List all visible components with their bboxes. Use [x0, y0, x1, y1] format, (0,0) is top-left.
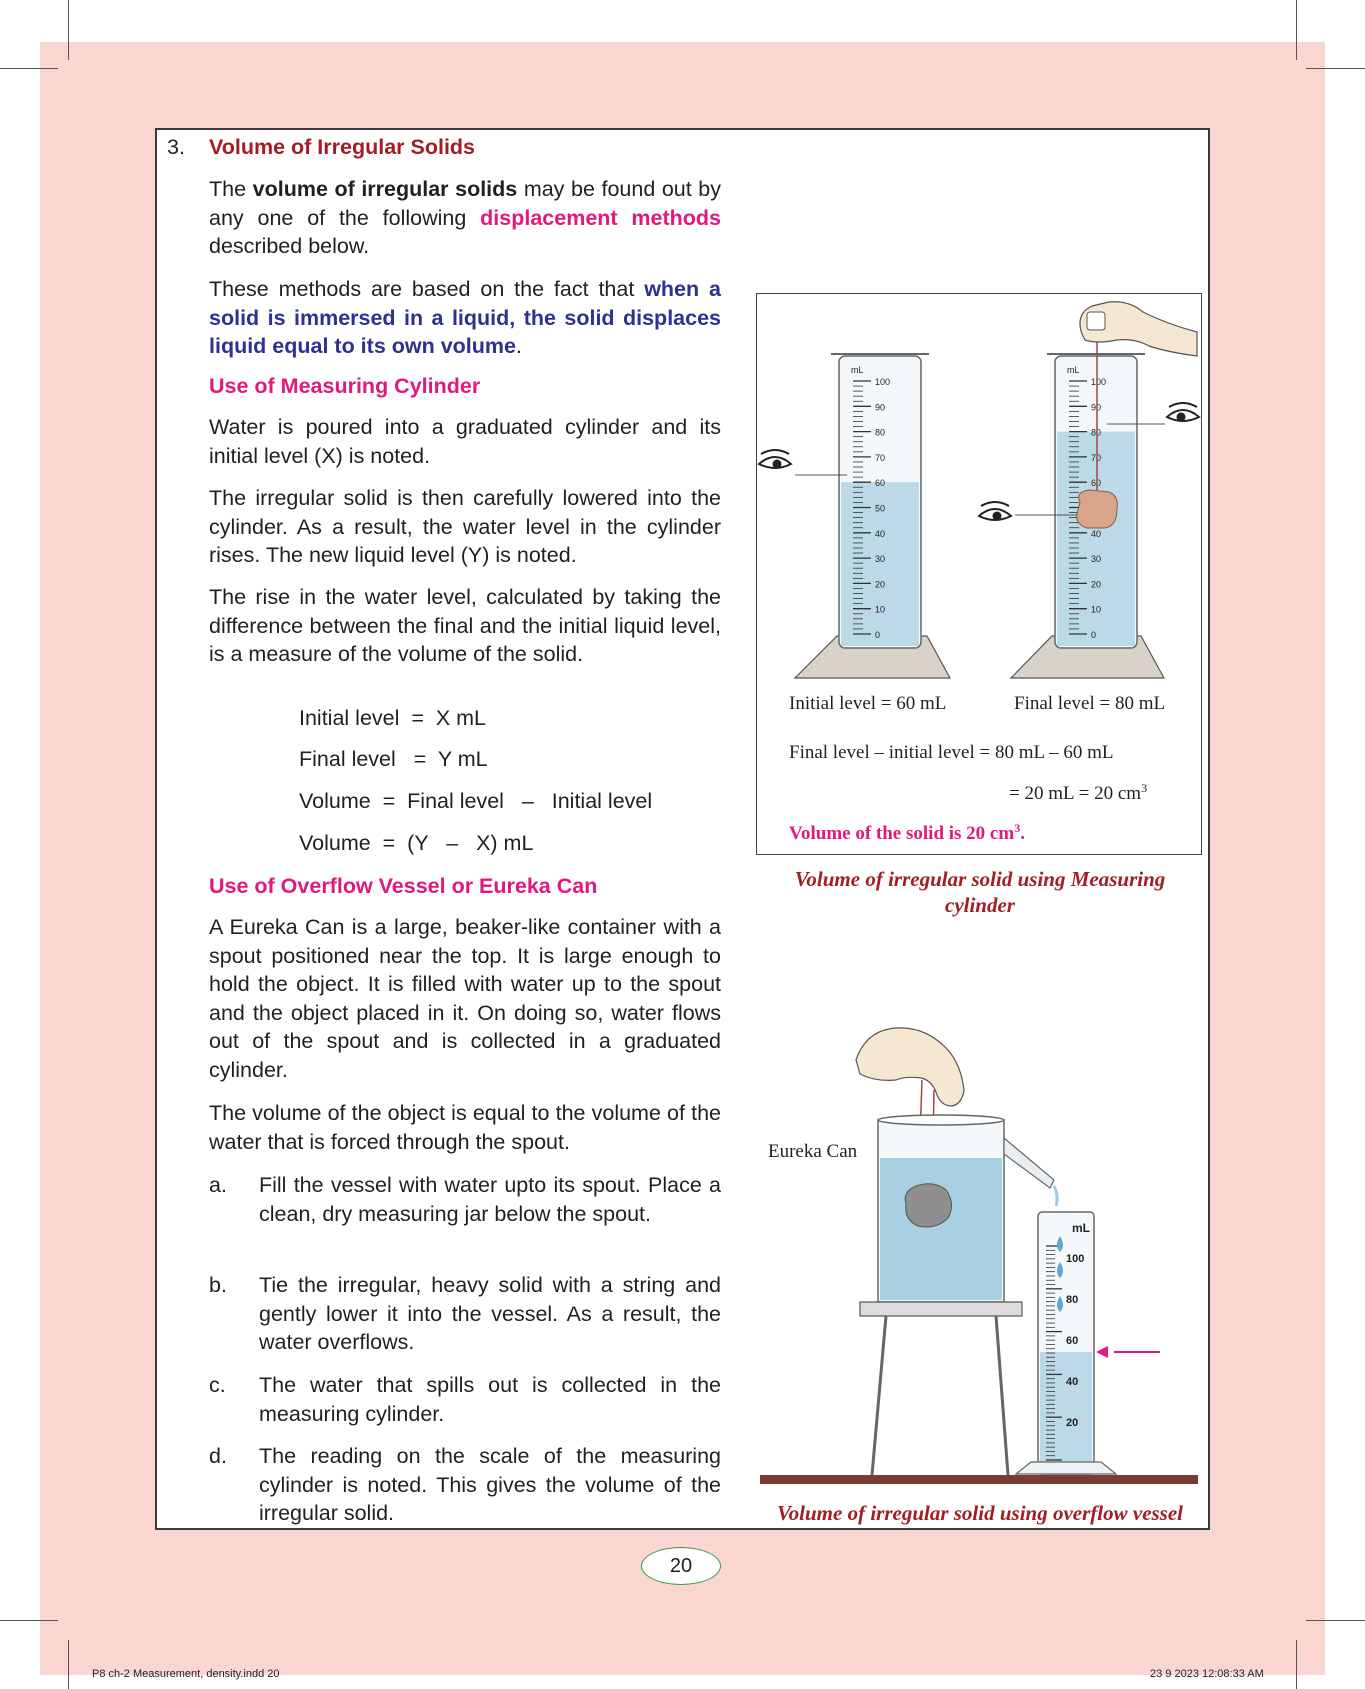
scale-label: 60: [875, 478, 886, 489]
step-marker: b.: [209, 1273, 227, 1297]
step-marker: c.: [209, 1373, 226, 1397]
scale-label: 40: [1091, 528, 1102, 539]
jar-unit-label: mL: [1072, 1221, 1090, 1235]
subheading: Use of Overflow Vessel or Eureka Can: [209, 874, 598, 898]
scale-label: 20: [1091, 579, 1102, 590]
scale-unit-label: mL: [1067, 365, 1080, 375]
text-run: These methods are based on the fact that: [209, 277, 645, 301]
scale-label: 30: [875, 554, 886, 565]
superscript: 3: [1014, 821, 1021, 835]
arrow-head-icon: [1096, 1346, 1108, 1358]
calc2-text: = 20 mL = 20 cm: [1009, 783, 1142, 804]
step-text: Tie the irregular, heavy solid with a string and gently lower it into the vessel. As a result, the water overflows.: [259, 1273, 721, 1354]
scale-label: 0: [1091, 630, 1097, 640]
spout: [1004, 1138, 1054, 1188]
scale-unit-label: mL: [851, 365, 864, 375]
step-marker: a.: [209, 1173, 227, 1197]
fingers: [1087, 312, 1105, 330]
floor-bench: [760, 1475, 1198, 1484]
crop-mark: [68, 1640, 69, 1689]
paragraph-text: The rise in the water level, calculated by taking the difference between the final and the initial liquid level, is a measure of the volume of the solid.: [209, 585, 721, 666]
eureka-can-illustration: [756, 1020, 1202, 1490]
final-level-label: Final level = 80 mL: [1014, 693, 1166, 714]
paragraph-text: A Eureka Can is a large, beaker-like container with a spout positioned near the top. It is large enough to hold the object. It is filled with water up to the spout and the object placed in it. On doing so, water flows out of the spout and is collected in a graduated cylinder.: [209, 915, 721, 1082]
eye-icon: [979, 502, 1011, 521]
scale-label: 20: [1066, 1417, 1079, 1429]
step-item: [209, 1271, 721, 1357]
scale-label: 70: [875, 452, 886, 463]
step-item: [209, 1371, 721, 1428]
figure-1-caption: Volume of irregular solid using Measuring cylinder: [794, 867, 1166, 917]
paragraph-text: The irregular solid is then carefully lowered into the cylinder. As a result, the water level in the cylinder rises. The new liquid level (Y) is noted.: [209, 486, 721, 567]
measuring-cylinder-figure: [756, 293, 1202, 855]
section-number: 3.: [167, 135, 185, 159]
scale-label: 50: [875, 503, 886, 514]
crop-mark: [0, 68, 58, 69]
irregular-solid: [905, 1184, 951, 1227]
eye-icon: [1167, 403, 1199, 422]
step-item: [209, 1442, 721, 1528]
scale-label: 60: [1066, 1335, 1079, 1347]
measuring-paragraph-1: [209, 413, 721, 470]
highlight-term: displacement methods: [480, 205, 721, 230]
scale-label: 20: [875, 579, 886, 590]
crop-mark: [1296, 1640, 1297, 1689]
step-marker: d.: [209, 1444, 227, 1468]
step-item: [209, 1171, 721, 1228]
measuring-cylinder-final: [1047, 302, 1197, 648]
overflow-heading: [209, 872, 721, 901]
calculation-line-2: [1009, 781, 1147, 804]
scale-label: 80: [1066, 1294, 1079, 1306]
text-run: may be found out by any one of the following: [209, 177, 722, 230]
section-heading: [167, 133, 475, 161]
text-run: .: [515, 334, 522, 358]
scale-label: 60: [1091, 478, 1102, 489]
stand-top: [860, 1302, 1022, 1316]
intro-paragraph-2: [209, 275, 721, 361]
text-run: The: [209, 177, 253, 201]
measuring-cylinder-initial: [831, 354, 929, 648]
result-end: .: [1020, 823, 1025, 844]
eye-icon: [759, 450, 791, 469]
initial-level-label: Initial level = 60 mL: [789, 693, 947, 714]
principle-statement: when a solid is immersed in a liquid, the solid displaces liquid equal to its own volume: [209, 277, 721, 358]
scale-label: 10: [1091, 604, 1102, 615]
scale-label: 40: [1066, 1376, 1079, 1388]
scale-label: 70: [1091, 452, 1102, 463]
paragraph-text: Water is poured into a graduated cylinder and its initial level (X) is noted.: [209, 415, 721, 468]
section-title: Volume of Irregular Solids: [209, 135, 476, 159]
step-text: The reading on the scale of the measuring cylinder is noted. This gives the volume of the irregular solid.: [259, 1444, 721, 1525]
overflow-paragraph-1: [209, 913, 721, 1084]
equation-final-level: Final level = Y mL: [299, 747, 488, 771]
result-text: Volume of the solid is 20 cm: [789, 823, 1015, 844]
subheading: Use of Measuring Cylinder: [209, 374, 481, 398]
scale-label: 100: [1066, 1253, 1085, 1265]
slug-right: 23 9 2023 12:08:33 AM: [1150, 1668, 1264, 1680]
equation-volume-difference: Volume = (Y – X) mL: [299, 831, 534, 855]
scale-label: 90: [875, 402, 886, 413]
hand: [856, 1028, 964, 1106]
scale-label: 80: [875, 427, 886, 438]
crop-mark: [1306, 68, 1365, 69]
step-text: The water that spills out is collected in the measuring cylinder.: [259, 1373, 721, 1426]
equation-initial-level: Initial level = X mL: [299, 706, 487, 730]
scale-label: 100: [875, 377, 891, 387]
bold-term: volume of irregular solids: [252, 177, 518, 201]
scale-label: 30: [1091, 554, 1102, 565]
measuring-paragraph-3: [209, 583, 721, 669]
scale-label: 0: [875, 630, 881, 640]
text-run: described below.: [209, 234, 370, 258]
superscript: 3: [1141, 781, 1148, 795]
measuring-cylinder-heading: [209, 372, 721, 401]
water-flow: [1054, 1186, 1057, 1206]
equation-volume: Volume = Final level – Initial level: [299, 789, 653, 813]
page-number: 20: [641, 1547, 721, 1585]
stand-leg: [872, 1316, 886, 1475]
scale-label: 10: [875, 604, 886, 615]
measuring-paragraph-2: [209, 484, 721, 570]
crop-mark: [68, 0, 69, 60]
overflow-paragraph-2: [209, 1099, 721, 1156]
crop-mark: [1296, 0, 1297, 60]
crop-mark: [1306, 1620, 1365, 1621]
result-statement: [789, 821, 1025, 844]
paragraph-text: The volume of the object is equal to the volume of the water that is forced through the spout.: [209, 1101, 721, 1154]
intro-paragraph-1: [209, 175, 721, 261]
can-water: [880, 1158, 1002, 1300]
stand-leg: [996, 1316, 1008, 1475]
scale-label: 80: [1091, 427, 1102, 438]
scale-label: 40: [875, 528, 886, 539]
scale-label: 90: [1091, 402, 1102, 413]
slug-left: P8 ch-2 Measurement, density.indd 20: [92, 1668, 280, 1680]
crop-mark: [0, 1620, 58, 1621]
calculation-line-1: Final level – initial level = 80 mL – 60 mL: [789, 742, 1114, 763]
scale-label: 100: [1091, 377, 1107, 387]
eureka-can-label: Eureka Can: [768, 1141, 858, 1162]
irregular-solid: [1077, 490, 1118, 528]
figure-2-caption: Volume of irregular solid using overflow vessel: [776, 1501, 1184, 1525]
measuring-cylinder-illustration: [757, 294, 1203, 856]
step-text: Fill the vessel with water upto its spout. Place a clean, dry measuring jar below the spout.: [259, 1173, 721, 1226]
